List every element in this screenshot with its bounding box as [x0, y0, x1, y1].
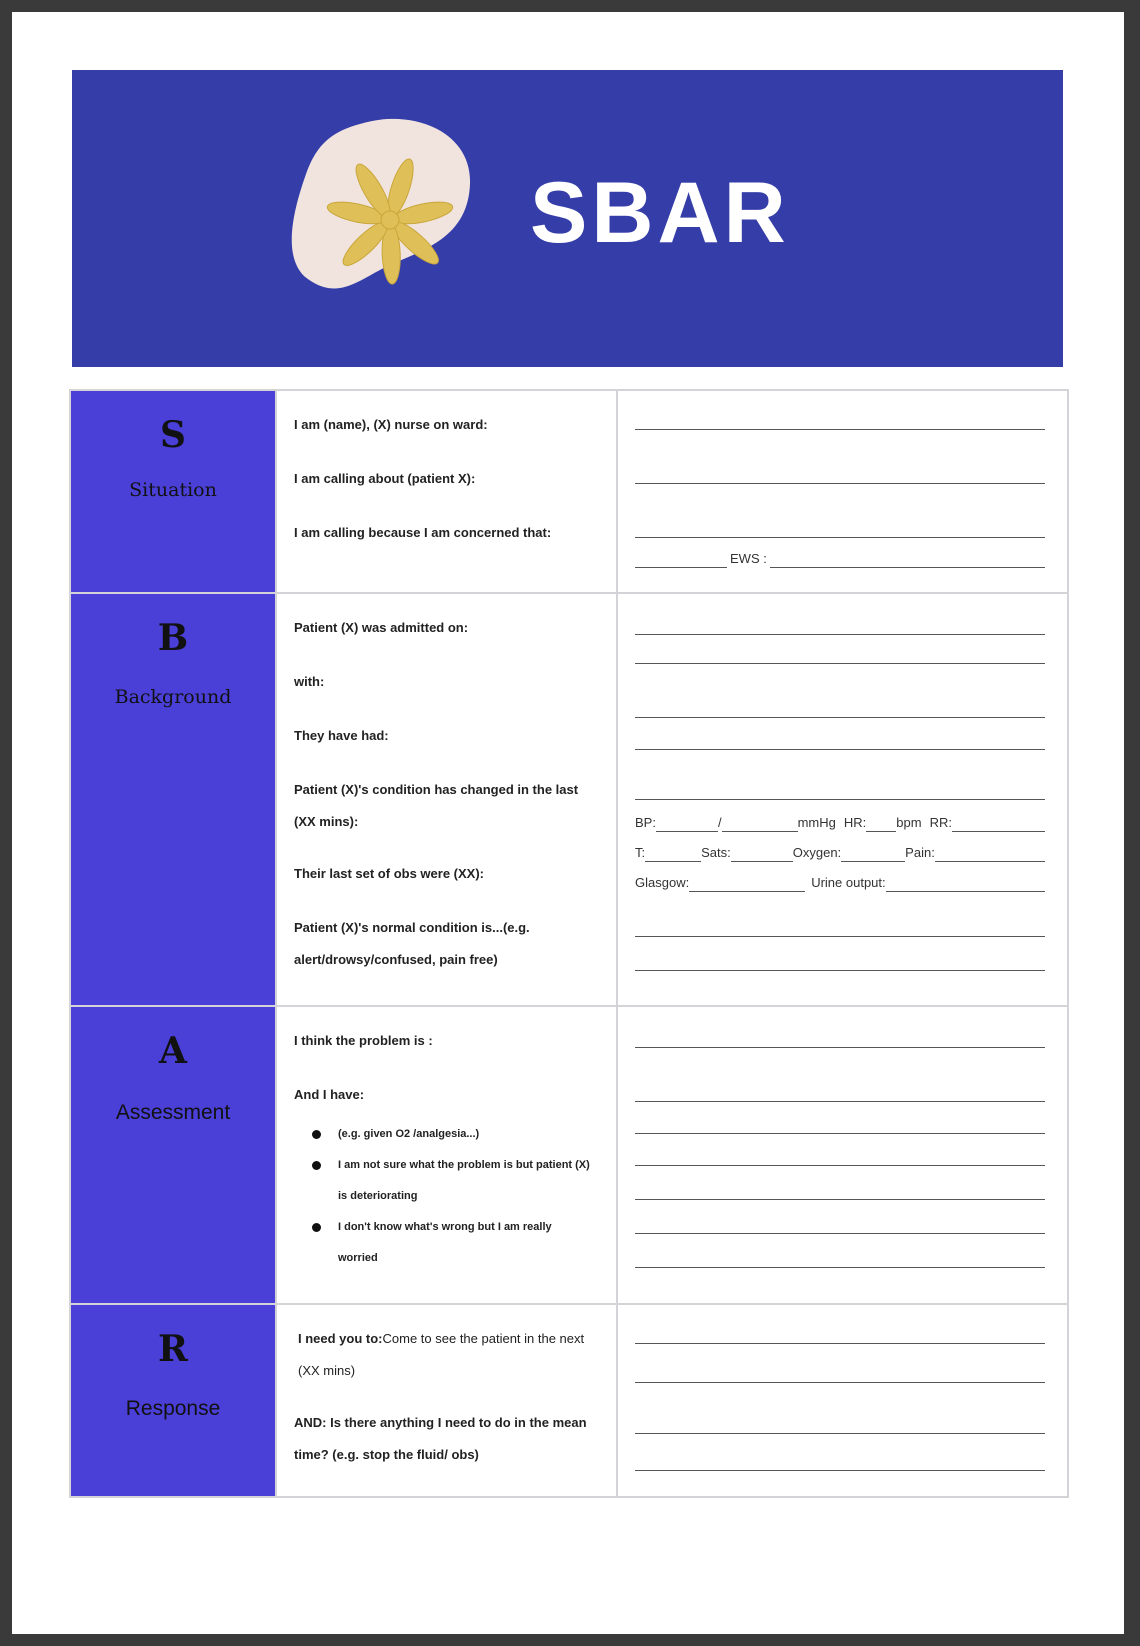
prompt: Patient (X)'s normal condition is...(e.g. alert/drowsy/confused, pain free)	[294, 920, 530, 967]
answer-line[interactable]	[635, 1133, 1045, 1134]
need-prompt	[294, 1323, 600, 1387]
sats-input[interactable]	[731, 861, 793, 862]
header-banner	[72, 70, 1063, 367]
answer-line[interactable]	[635, 1470, 1045, 1471]
rr-input[interactable]	[952, 831, 1045, 832]
assessment-row	[70, 1006, 1068, 1304]
temp-label: T:	[635, 845, 646, 860]
section-letter: R	[158, 1328, 188, 1370]
answer-line[interactable]	[635, 1382, 1045, 1383]
answer-line[interactable]	[635, 1267, 1045, 1268]
assessment-prompts	[276, 1006, 617, 1304]
pain-label: Pain:	[905, 845, 935, 860]
mmhg-label: mmHg	[797, 815, 836, 830]
assessment-label-cell	[70, 1006, 276, 1304]
answer-line[interactable]	[635, 970, 1045, 971]
response-prompts	[276, 1304, 617, 1497]
prompt: Patient (X)'s condition has changed in the last (XX mins):	[294, 782, 579, 829]
prompt: I am (name), (X) nurse on ward:	[294, 417, 488, 432]
prompt: And I have:	[294, 1087, 365, 1102]
section-letter: B	[157, 617, 189, 659]
background-prompts	[276, 593, 617, 1006]
prompt: I think the problem is :	[294, 1033, 433, 1048]
background-answers	[617, 593, 1068, 1006]
answer-line[interactable]	[635, 717, 1045, 718]
urine-label: Urine output:	[811, 875, 886, 890]
rr-label: RR:	[929, 815, 952, 830]
situation-row	[70, 390, 1068, 593]
answer-line[interactable]	[635, 537, 1045, 538]
bp-diastolic-input[interactable]	[722, 831, 798, 832]
prompt: Patient (X) was admitted on:	[294, 620, 469, 635]
answer-line[interactable]	[635, 799, 1045, 800]
background-row	[70, 593, 1068, 1006]
answer-line[interactable]	[635, 1165, 1045, 1166]
prompt: I am calling about (patient X):	[294, 471, 476, 486]
assessment-bullets	[294, 1119, 600, 1274]
temp-input[interactable]	[645, 861, 701, 862]
bpm-label: bpm	[896, 815, 922, 830]
response-answers	[617, 1304, 1068, 1497]
obs-row-2	[635, 844, 1045, 862]
page-title: SBAR	[530, 165, 790, 261]
bullet-item: I don't know what's wrong but I am really worried	[338, 1212, 590, 1274]
section-letter: S	[160, 414, 186, 456]
oxygen-input[interactable]	[841, 861, 905, 862]
answer-line[interactable]	[635, 429, 1045, 430]
background-label-cell	[70, 593, 276, 1006]
answer-line[interactable]	[635, 1047, 1045, 1048]
section-word: Assessment	[115, 1101, 231, 1124]
flower-logo-icon	[290, 112, 490, 312]
bp-systolic-input[interactable]	[656, 831, 718, 832]
situation-label-cell	[70, 390, 276, 593]
answer-line[interactable]	[635, 1199, 1045, 1200]
prompt: I am calling because I am concerned that:	[294, 525, 552, 540]
answer-line[interactable]	[635, 749, 1045, 750]
bp-slash: /	[717, 815, 722, 830]
sbar-table	[69, 389, 1069, 1498]
assessment-answers	[617, 1006, 1068, 1304]
section-word: Background	[114, 686, 232, 708]
prompt: They have had:	[294, 728, 389, 743]
sats-label: Sats:	[701, 845, 731, 860]
answer-line[interactable]	[635, 1433, 1045, 1434]
ews-input-line[interactable]	[770, 567, 1045, 568]
need-label: I need you to:	[298, 1331, 383, 1346]
ews-prefix-line[interactable]	[635, 567, 727, 568]
hr-label: HR:	[843, 815, 867, 830]
pain-input[interactable]	[935, 861, 1045, 862]
hr-input[interactable]	[866, 831, 896, 832]
need-text: Come to see the patient in the next (XX mins)	[298, 1331, 585, 1378]
glasgow-input[interactable]	[689, 891, 805, 892]
situation-answers	[617, 390, 1068, 593]
prompt: Their last set of obs were (XX):	[294, 866, 484, 881]
document-page	[12, 12, 1124, 1634]
response-row	[70, 1304, 1068, 1497]
and-prompt: AND: Is there anything I need to do in the mean time? (e.g. stop the fluid/ obs)	[294, 1415, 587, 1462]
obs-row-3	[635, 874, 1045, 892]
obs-row-1	[635, 814, 1045, 832]
section-word: Situation	[129, 479, 217, 501]
urine-input[interactable]	[886, 891, 1045, 892]
bp-label: BP:	[635, 815, 656, 830]
situation-prompts	[276, 390, 617, 593]
answer-line[interactable]	[635, 1343, 1045, 1344]
glasgow-label: Glasgow:	[635, 875, 690, 890]
answer-line[interactable]	[635, 483, 1045, 484]
answer-line[interactable]	[635, 634, 1045, 635]
section-word: Response	[125, 1397, 221, 1420]
prompt: with:	[294, 674, 325, 689]
ews-row	[635, 550, 1045, 568]
ews-label: EWS :	[730, 551, 767, 566]
answer-line[interactable]	[635, 1101, 1045, 1102]
answer-line[interactable]	[635, 936, 1045, 937]
bullet-item: (e.g. given O2 /analgesia...)	[338, 1119, 590, 1150]
oxygen-label: Oxygen:	[792, 845, 842, 860]
response-label-cell	[70, 1304, 276, 1497]
answer-line[interactable]	[635, 663, 1045, 664]
bullet-item: I am not sure what the problem is but patient (X) is deteriorating	[338, 1150, 590, 1212]
section-letter: A	[159, 1030, 187, 1072]
answer-line[interactable]	[635, 1233, 1045, 1234]
